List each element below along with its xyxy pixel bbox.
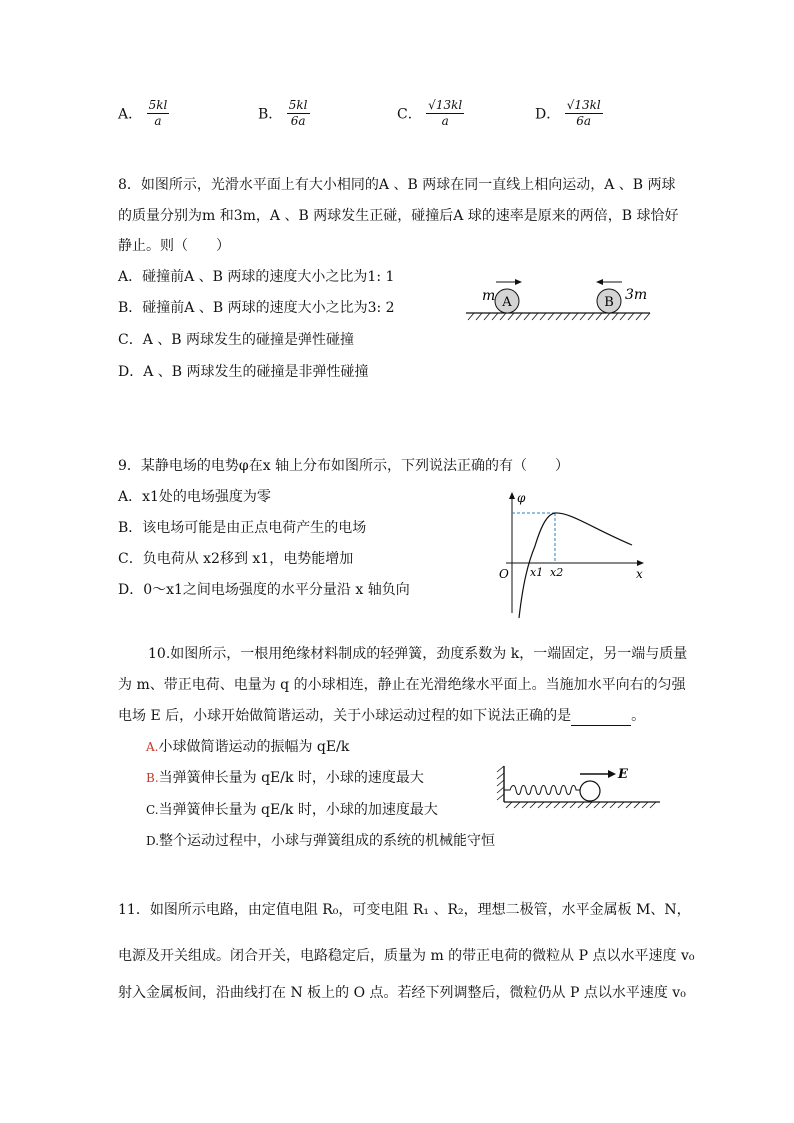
q7-option-letter: D． bbox=[535, 106, 561, 123]
q9-option-b: B．该电场可能是由正点电荷产生的电场 bbox=[118, 520, 367, 536]
q8-option-d: D．A 、B 两球发生的碰撞是非弹性碰撞 bbox=[118, 364, 369, 380]
x-axis-label: x bbox=[636, 567, 643, 581]
q10-stem-line-2: 为 m、带正电荷、电量为 q 的小球相连，静止在光滑绝缘水平面上。当施加水平向右的匀强 bbox=[118, 677, 686, 693]
q10-option-text: 当弹簧伸长量为 qE/k 时，小球的加速度最大 bbox=[158, 802, 438, 818]
q9-option-a: A．x1处的电场强度为零 bbox=[118, 489, 271, 505]
q10-stem-line-3 bbox=[118, 706, 645, 726]
q8-option-b: B．碰撞前A 、B 两球的速度大小之比为3: 2 bbox=[118, 300, 395, 316]
q7-option-b bbox=[258, 98, 310, 129]
q10-option-text: 小球做简谐运动的振幅为 qE/k bbox=[158, 739, 350, 755]
phi-axis-arrow bbox=[509, 492, 515, 499]
x1-label: x1 bbox=[530, 566, 544, 579]
phi-axis-label: φ bbox=[517, 491, 526, 505]
q9-stem: 9．某静电场的电势φ在x 轴上分布如图所示，下列说法正确的有（ ） bbox=[118, 458, 570, 474]
ground-hatch bbox=[468, 313, 650, 320]
x2-label: x2 bbox=[550, 566, 564, 579]
q7-option-d bbox=[535, 98, 603, 129]
q9-option-c: C．负电荷从 x2移到 x1，电势能增加 bbox=[118, 551, 354, 567]
charged-ball bbox=[580, 781, 600, 801]
q8-stem-line-2: 的质量分别为m 和3m，A 、B 两球发生正碰，碰撞后A 球的速率是原来的两倍，B 球恰好 bbox=[118, 208, 679, 224]
mass-a-label: m bbox=[482, 288, 496, 304]
q7-option-letter: B． bbox=[258, 106, 283, 123]
q10-option-b bbox=[146, 768, 424, 788]
q9-potential-graph bbox=[492, 488, 652, 623]
q11-stem-line-3: 射入金属板间，沿曲线打在 N 板上的 O 点。若经下列调整后，微粒仍从 P 点以水平速度 v₀ bbox=[118, 985, 686, 1001]
q10-stem-line-1: 10.如图所示，一根用绝缘材料制成的轻弹簧，劲度系数为 k，一端固定，另一端与质量 bbox=[148, 646, 688, 662]
q8-stem-line-3: 静止。则（ ） bbox=[118, 238, 230, 254]
q7-option-letter: C． bbox=[397, 106, 422, 123]
ball-b-label: B bbox=[604, 295, 614, 310]
q7-fraction: $\frac{5kl}{6a}$ bbox=[288, 98, 308, 128]
q7-option-letter: A． bbox=[118, 106, 143, 123]
arrow-head-b bbox=[596, 279, 603, 285]
q10-stem-line-3-end: 。 bbox=[631, 708, 646, 724]
q10-spring-figure bbox=[494, 762, 664, 810]
q7-fraction: $\frac{√13kl}{a}$ bbox=[428, 98, 463, 128]
x-axis-arrow bbox=[637, 560, 644, 566]
q7-fraction: $\frac{5kl}{a}$ bbox=[148, 98, 168, 128]
q10-option-a bbox=[146, 737, 349, 757]
q10-option-letter: B. bbox=[146, 771, 159, 785]
q9-option-d: D．0～x1之间电场强度的水平分量沿 x 轴负向 bbox=[118, 582, 410, 598]
mass-b-label: 3m bbox=[625, 287, 648, 303]
ball-a-label: A bbox=[502, 295, 512, 310]
origin-label: O bbox=[499, 567, 509, 581]
q10-option-text: 当弹簧伸长量为 qE/k 时，小球的速度最大 bbox=[158, 770, 424, 786]
floor-hatch bbox=[506, 802, 656, 808]
arrow-head-a bbox=[515, 279, 522, 285]
q10-option-c bbox=[146, 800, 438, 820]
q10-option-letter: C. bbox=[146, 803, 159, 817]
q10-option-text: 整个运动过程中，小球与弹簧组成的系统的机械能守恒 bbox=[159, 833, 496, 849]
answer-blank[interactable] bbox=[571, 711, 631, 726]
q8-option-a: A．碰撞前A 、B 两球的速度大小之比为1: 1 bbox=[118, 269, 395, 285]
q8-stem-line-1: 8．如图所示，光滑水平面上有大小相同的A 、B 两球在同一直线上相向运动，A 、B 两球 bbox=[118, 177, 676, 193]
q8-option-c: C．A 、B 两球发生的碰撞是弹性碰撞 bbox=[118, 332, 355, 348]
field-arrow-head bbox=[608, 770, 616, 778]
q7-fraction: $\frac{√13kl}{6a}$ bbox=[566, 98, 601, 128]
q10-option-d bbox=[146, 831, 495, 851]
q10-option-letter: A. bbox=[146, 740, 159, 754]
q7-option-a bbox=[118, 98, 169, 129]
q11-stem-line-1: 11．如图所示电路，由定值电阻 R₀，可变电阻 R₁ 、R₂，理想二极管，水平金属板 M、N， bbox=[118, 902, 691, 918]
q10-stem-line-3-text: 电场 E 后，小球开始做简谐运动，关于小球运动过程的如下说法正确的是 bbox=[118, 708, 572, 724]
field-label: E bbox=[618, 767, 628, 782]
spring bbox=[504, 786, 580, 795]
q10-option-letter: D. bbox=[146, 834, 160, 848]
wall-hatch bbox=[497, 766, 504, 800]
q11-stem-line-2: 电源及开关组成。闭合开关，电路稳定后，质量为 m 的带正电荷的微粒从 P 点以水平速度 v₀ bbox=[118, 948, 695, 964]
q7-option-c bbox=[397, 98, 464, 129]
q8-collision-figure bbox=[462, 276, 658, 326]
